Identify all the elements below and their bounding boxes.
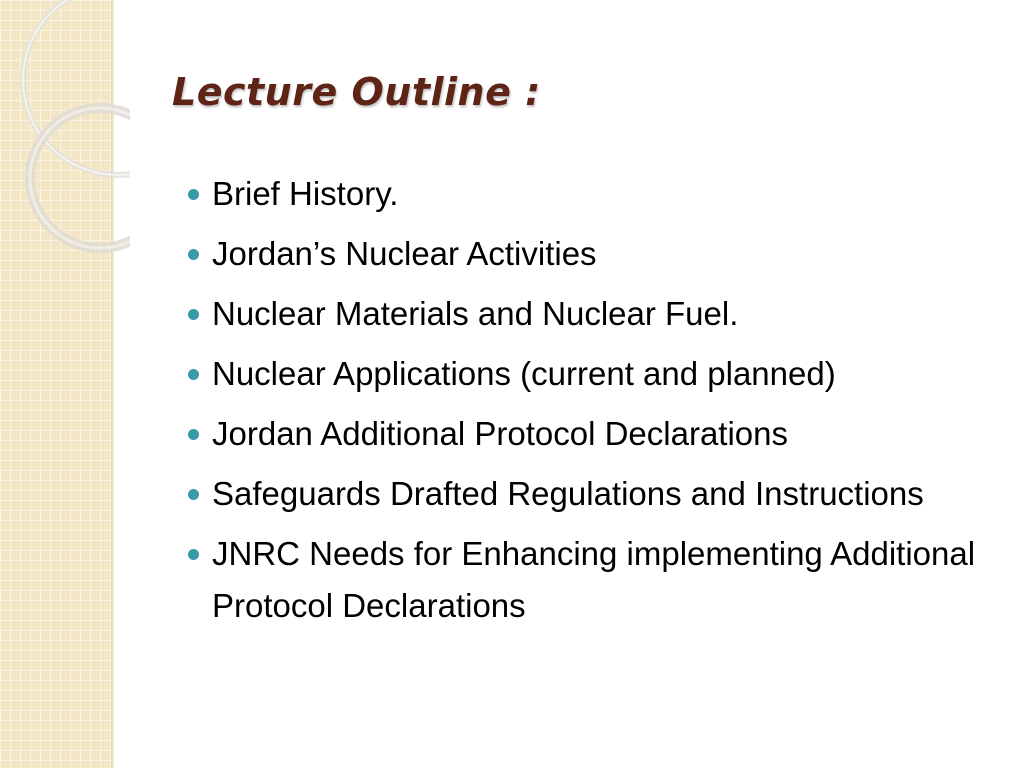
bullet-item [188,468,988,520]
bullet-list [188,168,988,640]
bullet-dot-icon [188,429,199,440]
bullet-item [188,228,988,280]
bullet-dot-icon [188,549,199,560]
bullet-dot-icon [188,489,199,500]
bullet-text: Jordan’s Nuclear Activities [212,235,597,272]
bullet-item [188,288,988,340]
decorative-rings-icon [0,0,130,260]
bullet-text: Brief History. [212,175,399,212]
bullet-item [188,528,988,632]
bullet-dot-icon [188,309,199,320]
bullet-text: Nuclear Materials and Nuclear Fuel. [212,295,739,332]
bullet-dot-icon [188,249,199,260]
bullet-text: Jordan Additional Protocol Declarations [212,415,789,452]
bullet-dot-icon [188,189,199,200]
slide-title: Lecture Outline : [172,70,541,114]
bullet-item [188,348,988,400]
bullet-text: JNRC Needs for Enhancing implementing Additional Protocol Declarations [212,535,976,624]
bullet-text: Safeguards Drafted Regulations and Instructions [212,475,924,512]
bullet-item [188,408,988,460]
bullet-dot-icon [188,369,199,380]
bullet-item [188,168,988,220]
bullet-text: Nuclear Applications (current and planned) [212,355,836,392]
